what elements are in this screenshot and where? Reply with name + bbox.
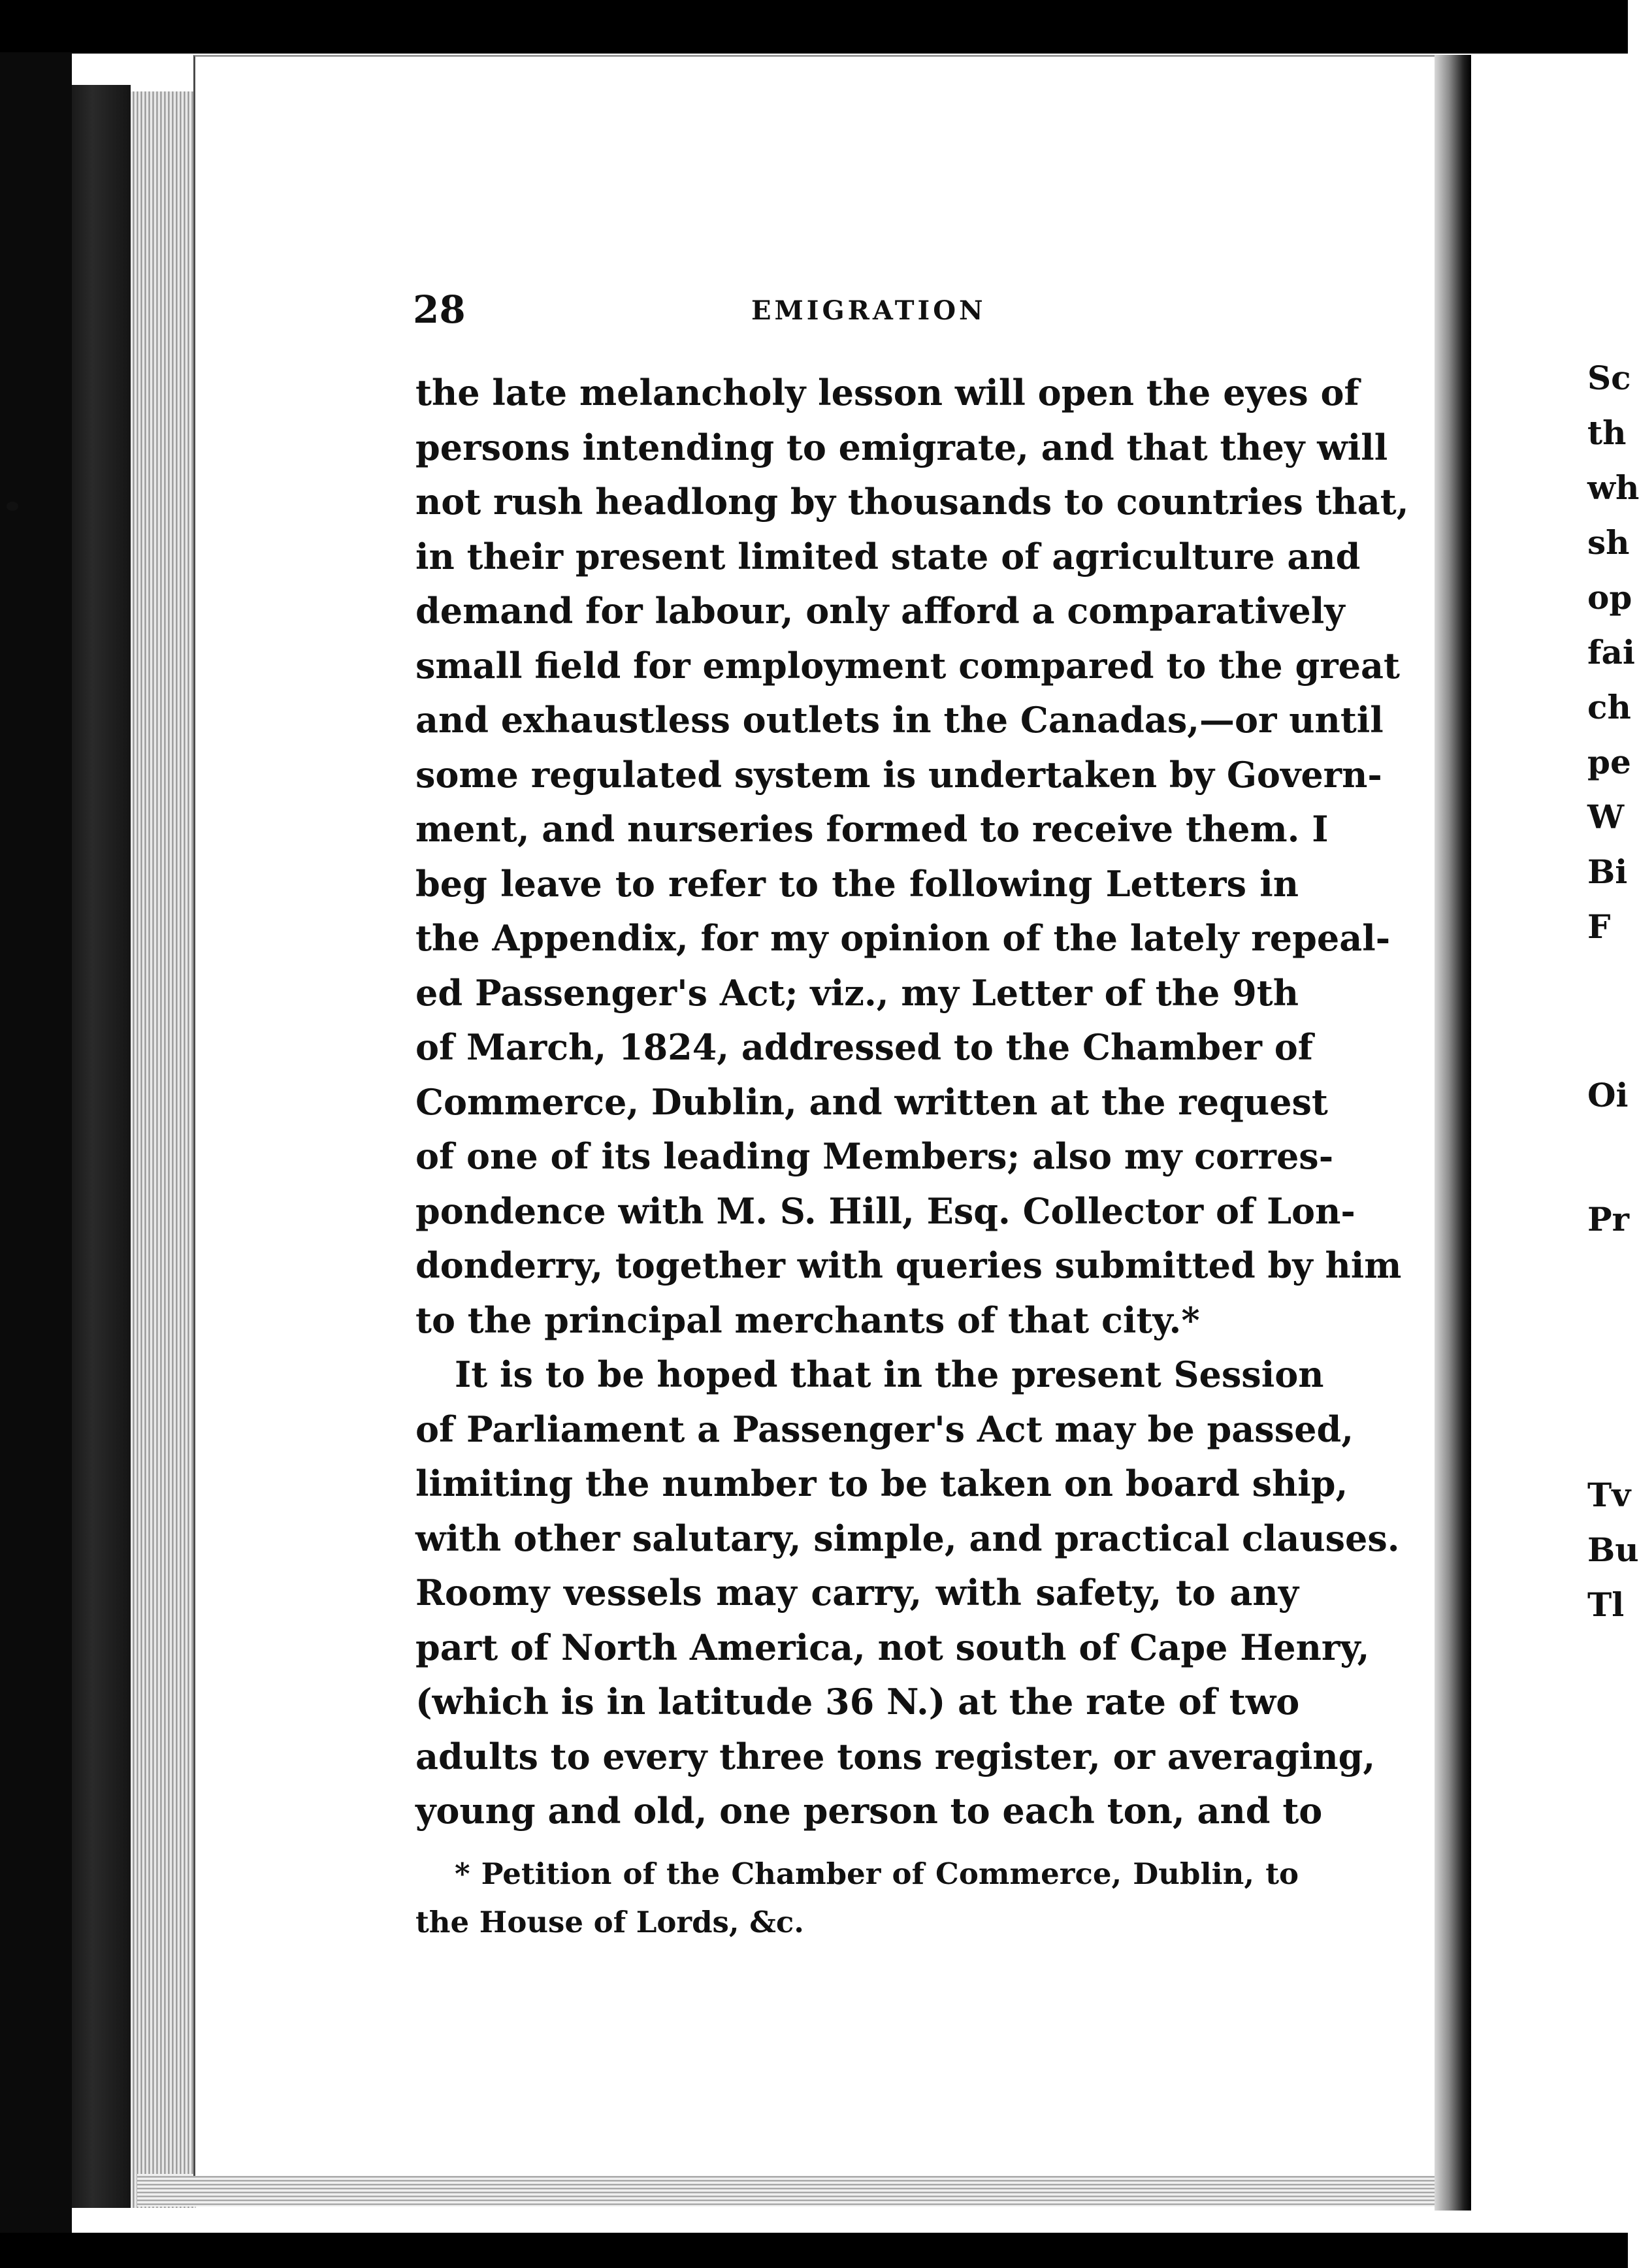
text-line: to the principal merchants of that city.* [415,1299,1200,1341]
text-line: beg leave to refer to the following Letters in [415,862,1299,905]
text-line: part of North America, not south of Cape Henry, [415,1626,1370,1668]
facing-text-fragment: pe [1587,743,1631,781]
facing-text-fragment: Sc [1587,359,1631,397]
facing-text-fragment: wh [1587,468,1639,507]
text-line: small field for employment compared to the great [415,644,1400,687]
facing-text-fragment: Oi [1587,1076,1629,1114]
text-line: Roomy vessels may carry, with safety, to any [415,1572,1299,1613]
text-line: and exhaustless outlets in the Canadas,—or until [415,699,1384,741]
text-line: with other salutary, simple, and practical clauses. [415,1517,1400,1559]
page-number: 28 [413,287,466,332]
facing-text-fragment: ch [1587,688,1631,726]
page-bottom-edge-stack [137,2174,1463,2207]
page-fore-edge-stack [131,91,196,2208]
text-line: not rush headlong by thousands to countries that, [415,481,1409,523]
text-line: Commerce, Dublin, and written at the request [415,1080,1328,1123]
facing-text-fragment: Pr [1587,1200,1629,1239]
text-line: limiting the number to be taken on board ship, [415,1463,1348,1504]
text-line: persons intending to emigrate, and that they will [415,426,1388,468]
facing-text-fragment: th [1587,413,1627,452]
facing-text-fragment: Tl [1587,1585,1625,1624]
facing-text-fragment: Bi [1587,852,1628,891]
facing-text-fragment: sh [1587,523,1630,562]
text-line: (which is in latitude 36 N.) at the rate of two [415,1681,1300,1723]
scan-border-bottom [0,2233,1628,2268]
footnote [415,1850,1299,1947]
text-line: young and old, one person to each ton, and to [415,1790,1323,1832]
text-line: of March, 1824, addressed to the Chamber of [415,1026,1314,1068]
text-line: the late melancholy lesson will open the eyes of [415,372,1359,413]
text-line: adults to every three tons register, or averaging, [415,1735,1376,1777]
text-line: in their present limited state of agriculture and [415,535,1361,577]
facing-text-fragment: F [1587,907,1611,946]
running-title: EMIGRATION [751,295,986,326]
facing-text-fragment: W [1587,798,1625,836]
book-cover-edge [72,85,131,2208]
text-line: some regulated system is undertaken by Govern- [415,753,1382,796]
book-gutter-shadow [1435,55,1471,2211]
facing-text-fragment: fai [1587,633,1635,672]
text-line: of one of its leading Members; also my corres- [415,1135,1334,1177]
scan-border-top [0,0,1628,54]
text-line: of Parliament a Passenger's Act may be passed, [415,1408,1354,1450]
text-line: pondence with M. S. Hill, Esq. Collector of Lon- [415,1190,1355,1232]
footnote-line: * Petition of the Chamber of Commerce, Dublin, to [455,1856,1299,1891]
facing-text-fragment: Tv [1587,1476,1631,1514]
facing-text-fragment: Bu [1587,1531,1639,1569]
body-text [415,366,1409,1839]
facing-text-fragment: op [1587,578,1632,617]
footnote-line: the House of Lords, &c. [415,1905,804,1939]
facing-page-fragment [1471,55,1639,2233]
text-line: demand for labour, only afford a comparatively [415,590,1345,632]
text-line: It is to be hoped that in the present Session [455,1353,1324,1395]
text-line: the Appendix, for my opinion of the lately repeal- [415,917,1391,959]
book-binding-left [0,52,72,2234]
text-line: ed Passenger's Act; viz., my Letter of the 9th [415,971,1299,1014]
text-line: donderry, together with queries submitted by him [415,1244,1402,1286]
scan-speck [7,502,18,511]
text-line: ment, and nurseries formed to receive them. I [415,808,1329,850]
